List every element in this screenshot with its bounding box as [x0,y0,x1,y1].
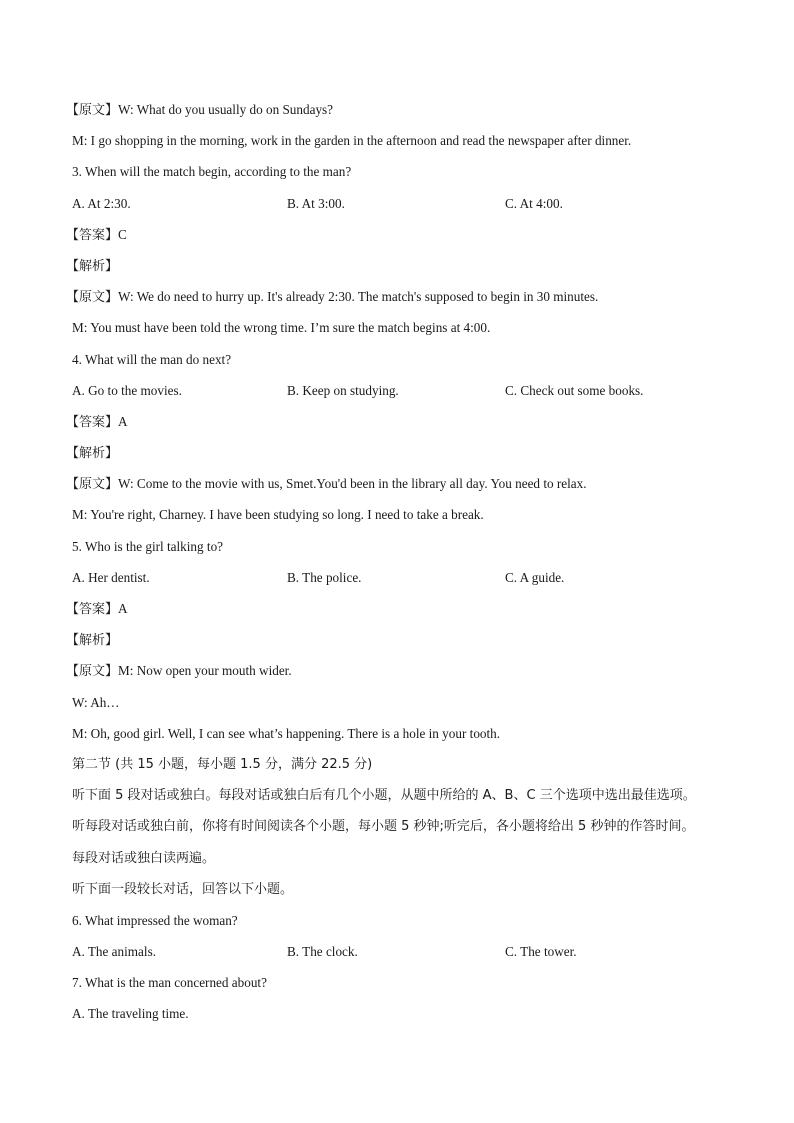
question-5: 5. Who is the girl talking to? [72,538,224,554]
section-title: 第二节 (共 15 小题，每小题 1.5 分，满分 22.5 分) [72,756,373,772]
options-q3 [72,192,732,223]
options-q7 [72,1002,732,1033]
label-jiexi: 【解析】 [66,633,119,649]
label-daan: 【答案】 [66,227,119,243]
option-a: A. Her dentist. [72,569,150,585]
options-q6 [72,940,732,971]
label-yuanwen: 【原文】 [66,664,119,680]
label-daan: 【答案】 [66,602,119,617]
section-instruction: 每段对话或独白读两遍。 [72,850,216,866]
document-page [66,98,732,1034]
answer-line [66,410,732,441]
label-daan: 【答案】 [66,414,119,430]
transcript-line: W: Ah… [72,694,120,710]
transcript-line: M: You must have been told the wrong time. I’m sure the match begins at 4:00. [72,320,491,336]
option-b: B. The police. [287,569,362,585]
options-q4 [72,379,732,410]
section-instruction: 听每段对话或独白前，你将有时间阅读各个小题，每小题 5 秒钟;听完后，各小题将给出 5 秒钟的作答时间。 [72,819,695,835]
transcript-line: M: You're right, Charney. I have been studying so long. I need to take a break. [72,507,484,523]
transcript-line [66,98,732,129]
transcript-line [66,285,732,316]
option-c: C. A guide. [505,569,565,585]
question-6: 6. What impressed the woman? [72,912,238,928]
question-4: 4. What will the man do next? [72,351,232,367]
option-a: A. The traveling time. [72,1006,189,1022]
answer-line [66,223,732,254]
answer-value: A [118,413,128,429]
section-instruction: 听下面 5 段对话或独白。每段对话或独白后有几个小题，从题中所给的 A、B、C 三个选项中选出最佳选项。 [72,788,696,804]
analysis-line [66,254,732,285]
option-b: B. The clock. [287,944,358,960]
transcript-text: W: Come to the movie with us, Smet.You'd been in the library all day. You need to relax. [118,476,587,492]
label-yuanwen: 【原文】 [66,290,119,306]
label-jiexi: 【解析】 [66,446,119,462]
option-c: C. Check out some books. [505,382,644,398]
option-a: A. At 2:30. [72,195,131,211]
answer-value: A [118,601,128,616]
section-instruction: 听下面一段较长对话，回答以下小题。 [72,881,294,897]
transcript-line [66,472,732,503]
label-yuanwen: 【原文】 [66,477,119,493]
option-a: A. Go to the movies. [72,382,182,398]
option-b: B. At 3:00. [287,195,345,211]
options-q5 [72,566,732,597]
option-b: B. Keep on studying. [287,382,399,398]
option-a: A. The animals. [72,944,156,960]
answer-value: C [118,226,127,242]
transcript-text: W: We do need to hurry up. It's already 2:30. The match's supposed to begin in 30 minutes. [118,289,599,305]
transcript-line [66,659,732,690]
question-3: 3. When will the match begin, according to the man? [72,164,352,180]
label-yuanwen: 【原文】 [66,103,119,118]
option-c: C. At 4:00. [505,195,563,211]
transcript-text: W: What do you usually do on Sundays? [118,102,334,117]
analysis-line [66,441,732,472]
transcript-text: M: Now open your mouth wider. [118,663,292,679]
label-jiexi: 【解析】 [66,258,119,274]
option-c: C. The tower. [505,944,577,960]
transcript-line: M: Oh, good girl. Well, I can see what’s happening. There is a hole in your tooth. [72,725,501,741]
analysis-line [66,628,732,659]
answer-line [66,597,732,628]
transcript-line: M: I go shopping in the morning, work in the garden in the afternoon and read the newspaper after dinner. [72,133,632,149]
question-7: 7. What is the man concerned about? [72,975,267,991]
